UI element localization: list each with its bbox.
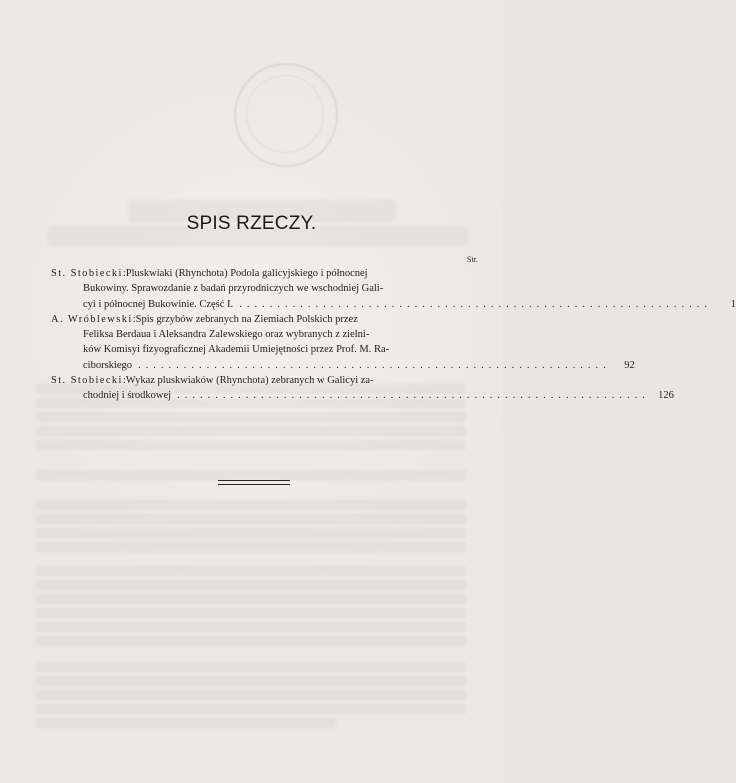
- table-of-contents: [51, 266, 736, 404]
- entry-title: [136, 312, 457, 327]
- entry-author: A. Wróblewski:: [51, 313, 136, 325]
- entry-title-line: ciborskiego: [83, 359, 132, 371]
- entry-title-line: Feliksa Berdaua i Aleksandra Zalewskiego oraz wybranych z zielni-: [83, 329, 370, 341]
- dot-leader: ..............................................................: [138, 359, 611, 371]
- library-stamp-ghost: [234, 63, 338, 167]
- dot-leader: ..............................................................: [177, 390, 650, 402]
- entry-page-number: 1: [730, 298, 736, 310]
- entry-page-number: 92: [624, 359, 635, 371]
- entry-title-line: Pluskwiaki (Rhynchota) Podola galicyjskiego i północnej: [125, 268, 368, 279]
- page-column-label: Str.: [467, 255, 478, 264]
- entry-author: St. Stobiecki:: [51, 375, 126, 387]
- entry-title: [126, 373, 457, 388]
- entry-author: St. Stobiecki:: [51, 268, 126, 279]
- entry-title-line: Bukowiny. Sprawozdanie z badań przyrodniczych we wschodniej Gali-: [83, 283, 384, 295]
- divider-rule: [218, 480, 290, 481]
- toc-entry: [51, 266, 457, 281]
- entry-title: [126, 266, 457, 281]
- entry-title-line: chodniej i środkowej: [83, 390, 172, 402]
- dot-leader: ..............................................................: [239, 298, 712, 310]
- entry-page-number: 126: [658, 390, 674, 402]
- entry-title-line: Spis grzybów zebranych na Ziemiach Polskich przez: [135, 313, 358, 325]
- entry-title-line: Wykaz pluskwiaków (Rhynchota) zebranych w Galicyi za-: [125, 375, 374, 387]
- entry-title-line: cyi i północnej Bukowinie. Część I.: [83, 298, 234, 310]
- entry-title-line: ków Komisyi fizyograficznej Akademii Umiejętności przez Prof. M. Ra-: [83, 344, 390, 356]
- toc-title: SPIS RZECZY.: [186, 213, 317, 234]
- divider-rule: [218, 484, 290, 485]
- toc-entry: [51, 312, 457, 327]
- toc-entry: [51, 373, 457, 388]
